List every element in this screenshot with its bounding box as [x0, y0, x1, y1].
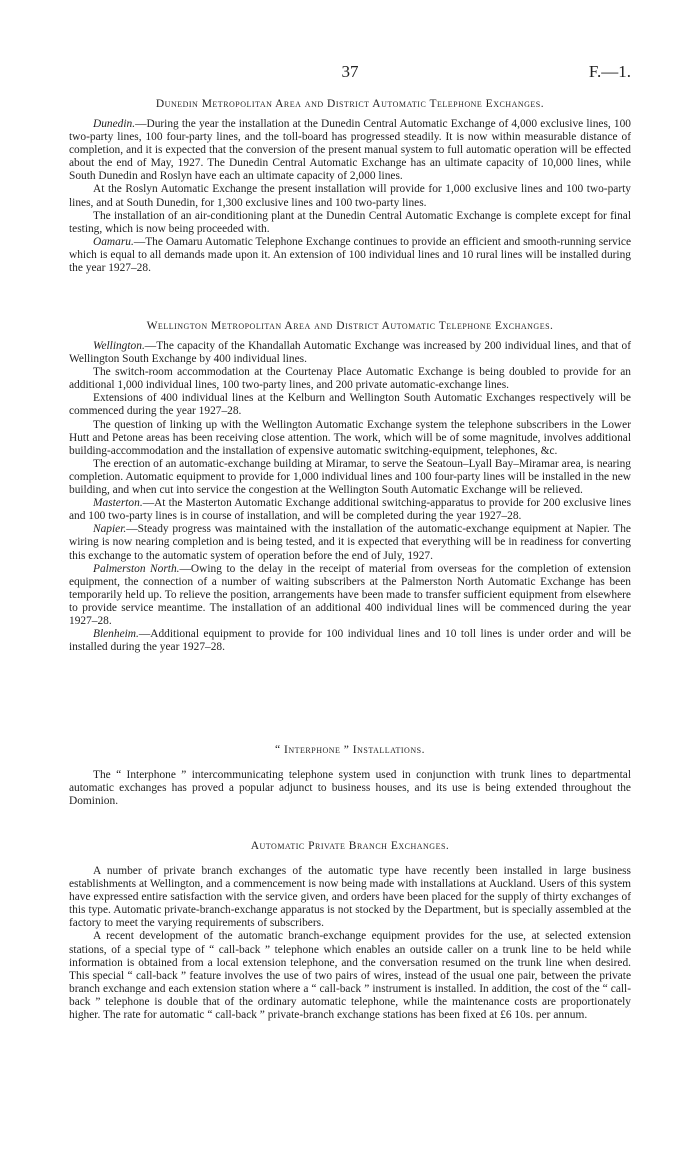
paragraph	[69, 497, 631, 523]
paragraph	[69, 183, 631, 209]
paragraph-text: The switch-room accommodation at the Courtenay Place Automatic Exchange is being doubled to provide for an additional 1,000 individual lines, 100 two-party lines, and 200 private automatic-exchange lines.	[69, 366, 631, 392]
paragraph-lead: Blenheim.	[93, 628, 139, 641]
paragraph	[69, 769, 631, 808]
paragraph-text: —At the Masterton Automatic Exchange additional switching-apparatus to provide for 200 exclusive lines and 100 two-party lines is in course of installation, and will be completed during the year 1927–28.	[69, 497, 631, 523]
paragraph-text: —The capacity of the Khandallah Automatic Exchange was increased by 200 individual lines, and that of Wellington South Exchange by 400 individual lines.	[69, 340, 631, 366]
paragraph-text: —Steady progress was maintained with the installation of the automatic-exchange equipment at Napier. The wiring is now nearing completion and is being tested, and it is expected that everything will be in readiness for converting this exchange to the automatic system of operation before the end of July, 1927.	[69, 523, 631, 562]
paragraph-lead: Napier.	[93, 523, 127, 536]
paragraph-text: —During the year the installation at the Dunedin Central Automatic Exchange of 4,000 exclusive lines, 100 two-party lines, 100 four-party lines, and the toll-board has progressed steadily. It is now within measurable distance of completion, and it is expected that the conversion of the present manual system to full automatic operation will be effected about the end of May, 1927. The Dunedin Central Automatic Exchange has an ultimate capacity of 10,000 lines, while South Dunedin and Roslyn have each an ultimate capacity of 2,000 lines.	[69, 118, 631, 183]
section-heading: “ Interphone ” Installations.	[275, 744, 425, 756]
paragraph-lead: Wellington.	[93, 340, 145, 352]
section-heading: Automatic Private Branch Exchanges.	[250, 840, 450, 852]
paragraph-lead: Dunedin.	[93, 118, 136, 130]
paragraph	[69, 458, 631, 497]
paragraph	[69, 419, 631, 458]
page-header	[69, 62, 631, 84]
paragraph	[69, 118, 631, 183]
paragraph-lead: Oamaru.	[93, 235, 134, 248]
paragraph	[69, 236, 631, 275]
section-interphone	[69, 744, 631, 808]
paragraph	[69, 366, 631, 392]
paragraph-text: The erection of an automatic-exchange building at Miramar, to serve the Seatoun–Lyall Bay–Miramar area, is nearing completion. Automatic equipment to provide for 1,000 individual lines and 100 four-party lines will be installed in the new building, and when cut into service the congestion at the Wellington South Automatic Exchange will be relieved.	[69, 457, 631, 497]
paragraph-text: At the Roslyn Automatic Exchange the present installation will provide for 1,000 exclusive lines and 100 two-party lines, and at South Dunedin, for 1,300 exclusive lines and 100 two-party lines.	[69, 183, 631, 209]
section-heading: Wellington Metropolitan Area and District Automatic Telephone Exchanges.	[146, 320, 554, 332]
document-reference: F.—1.	[588, 62, 631, 81]
section-private-branch	[69, 840, 631, 1022]
paragraph	[69, 563, 631, 628]
paragraph-text: The “ Interphone ” intercommunicating telephone system used in conjunction with trunk lines to departmental automatic exchanges has proved a popular adjunct to business houses, and its use is being extended throughout the Dominion.	[69, 769, 631, 808]
paragraph-lead: Palmerston North.	[93, 562, 180, 575]
paragraph-text: —Additional equipment to provide for 100 individual lines and 10 toll lines is under order and will be installed during the year 1927–28.	[69, 628, 631, 654]
paragraph-lead: Masterton.	[93, 497, 143, 510]
paragraph	[69, 210, 631, 236]
paragraph-text: Extensions of 400 individual lines at the Kelburn and Wellington South Automatic Exchanges respectively will be commenced during the year 1927–28.	[69, 392, 631, 418]
paragraph	[69, 523, 631, 562]
paragraph	[69, 628, 631, 654]
paragraph	[69, 392, 631, 418]
paragraph-text: The installation of an air-conditioning plant at the Dunedin Central Automatic Exchange is complete except for final testing, which is now being proceeded with.	[69, 209, 631, 235]
paragraph-text: —Owing to the delay in the receipt of material from overseas for the completion of extension equipment, the connection of a number of waiting subscribers at the Palmerston North Automatic Exchange has been temporarily held up. To relieve the position, arrangements have been made to transfer sufficient equipment from elsewhere to provide service meantime. The installation of an additional 400 individual lines will be commenced during the year 1927–28.	[69, 562, 631, 627]
paragraph-text: A recent development of the automatic branch-exchange equipment provides for the use, at selected extension stations, of a special type of “ call-back ” telephone which enables an outside caller on a trunk line to be held while information is obtained from a local extension telephone, and the conversation resumed on the trunk line when desired. This special “ call-back ” feature involves the use of two pairs of wires, instead of the usual one pair, between the private branch exchange and each extension station where a “ call-back ” instrument is installed. In addition, the cost of the “ call-back ” telephone is double that of the ordinary automatic telephone, while the maintenance costs are proportionately higher. The rate for automatic “ call-back ” private-branch exchange stations has been fixed at £6 10s. per annum.	[69, 930, 631, 1022]
paragraph	[69, 865, 631, 930]
paragraph-text: A number of private branch exchanges of the automatic type have recently been installed in large business establishments at Wellington, and a commencement is now being made with installations at Auckland. Users of this system have expressed entire satisfaction with the service given, and orders have been placed for the supply of thirty exchanges of this type. Automatic private-branch-exchange apparatus is not stocked by the Department, but is specially assembled at the factory to meet the varying requirements of subscribers.	[69, 865, 631, 930]
paragraph	[69, 340, 631, 366]
section-dunedin	[69, 98, 631, 275]
paragraph	[69, 930, 631, 1022]
section-heading: Dunedin Metropolitan Area and District Automatic Telephone Exchanges.	[155, 98, 545, 110]
page-number: 37	[341, 62, 359, 81]
paragraph-text: —The Oamaru Automatic Telephone Exchange continues to provide an efficient and smooth-running service which is equal to all demands made upon it. An extension of 100 individual lines and 10 rural lines will be installed during the year 1927–28.	[69, 235, 631, 275]
paragraph-text: The question of linking up with the Wellington Automatic Exchange system the telephone subscribers in the Lower Hutt and Petone areas has been receiving close attention. The work, which will be of some magnitude, involves additional building-accommodation and the installation of expensive automatic switching-equipment, telephones, &c.	[69, 418, 631, 457]
section-wellington	[69, 320, 631, 654]
